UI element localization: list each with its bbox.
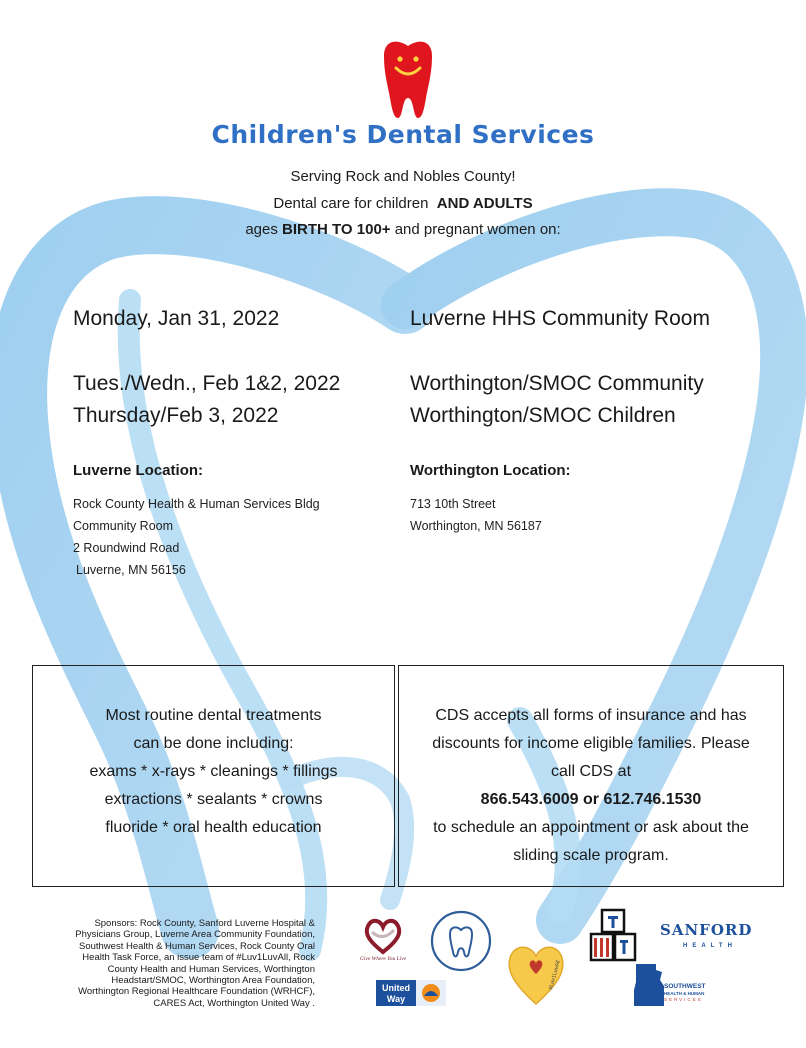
sponsors-line: Southwest Health & Human Services, Rock County Oral [78,940,315,952]
united-way-logo [376,980,446,1006]
united-way-text-1: United [382,983,410,993]
worthington-address [410,493,542,537]
swhhs-text-1: SOUTHWEST [664,983,706,990]
schedule-location-3: Worthington/SMOC Children [410,404,676,427]
schedule-date-1: Monday, Jan 31, 2022 [73,307,280,330]
swhhs-text-3: SERVICES [664,997,703,1002]
treatments-line: Most routine dental treatments [105,707,322,724]
page-title: Children's Dental Services [211,120,595,149]
sponsors-line: Sponsors: Rock County, Sanford Luverne Hospital & [94,918,315,929]
luverne-location-heading: Luverne Location: [73,462,204,479]
southwest-hhs-logo [630,962,726,1008]
give-where-you-live-text: Give Where You Live [359,956,407,962]
intro-line-3 [0,221,806,238]
luv1luvall-text: #Luv1LuvAll [548,960,562,991]
insurance-line: discounts for income eligible families. Please [432,735,750,752]
insurance-line: call CDS at [550,763,632,780]
insurance-line: to schedule an appointment or ask about the [433,819,749,836]
phone-or: or [583,791,599,808]
sanford-text: SANFORD [660,921,753,939]
worthington-address-line: 713 10th Street [410,497,496,511]
schedule-location-2: Worthington/SMOC Community [410,372,704,395]
phone-numbers [399,786,783,814]
intro-line-2-text: Dental care for children [273,195,429,212]
sponsors-line: Worthington Regional Healthcare Foundation (WRHCF), [78,986,315,998]
give-where-you-live-logo [350,912,416,966]
luverne-address-line: 2 Roundwind Road [73,541,180,555]
schedule-date-2: Tues./Wedn., Feb 1&2, 2022 [73,372,341,395]
intro-line-3-bold: BIRTH TO 100+ [282,221,391,238]
luverne-address [73,493,320,581]
worthington-location-heading: Worthington Location: [410,462,571,479]
united-way-text-2: Way [386,994,406,1004]
red-tooth-logo [378,36,438,120]
sanford-health-text: HEALTH [683,943,737,949]
luverne-address-line: Luverne, MN 56156 [76,563,186,577]
luv1luvall-heart-logo [504,940,568,1008]
dental-circle-logo [430,910,492,972]
intro-line-3-prefix: ages [245,221,278,238]
sponsors-text [40,918,315,1009]
schedule-date-3: Thursday/Feb 3, 2022 [73,404,279,427]
sanford-health-logo [660,920,766,950]
worthington-address-line: Worthington, MN 56187 [410,519,542,533]
treatments-box [32,665,395,887]
swhhs-text-2: HEALTH & HUMAN [664,991,705,996]
insurance-line: sliding scale program. [513,847,669,864]
insurance-box [398,665,784,887]
sponsors-line: CARES Act, Worthington United Way . [153,997,315,1009]
sponsors-line: County Health and Human Services, Worthington [107,963,315,975]
treatments-line: exams * x-rays * cleanings * fillings [89,763,338,780]
sponsors-line: Physicians Group, Luverne Area Community Foundation, [75,929,315,941]
blocks-logo [588,908,638,964]
intro-line-2 [0,195,806,212]
phone-number-1[interactable]: 866.543.6009 [480,791,579,808]
luverne-address-line: Rock County Health & Human Services Bldg [73,497,320,511]
luverne-address-line: Community Room [73,519,174,533]
schedule-location-1: Luverne HHS Community Room [410,307,710,330]
intro-line-2-bold: AND ADULTS [436,195,533,212]
treatments-line: can be done including: [133,735,294,752]
intro-line-1: Serving Rock and Nobles County! [290,168,516,185]
treatments-line: extractions * sealants * crowns [104,791,323,808]
phone-number-2[interactable]: 612.746.1530 [603,791,702,808]
treatments-line: fluoride * oral health education [105,819,322,836]
sponsors-line: Headstart/SMOC, Worthington Area Foundation, [111,975,315,987]
intro-line-3-suffix: and pregnant women on: [394,221,561,238]
sponsors-line: Health Task Force, an issue team of #Luv1LuvAll, Rock [82,952,315,964]
insurance-line: CDS accepts all forms of insurance and has [435,707,747,724]
